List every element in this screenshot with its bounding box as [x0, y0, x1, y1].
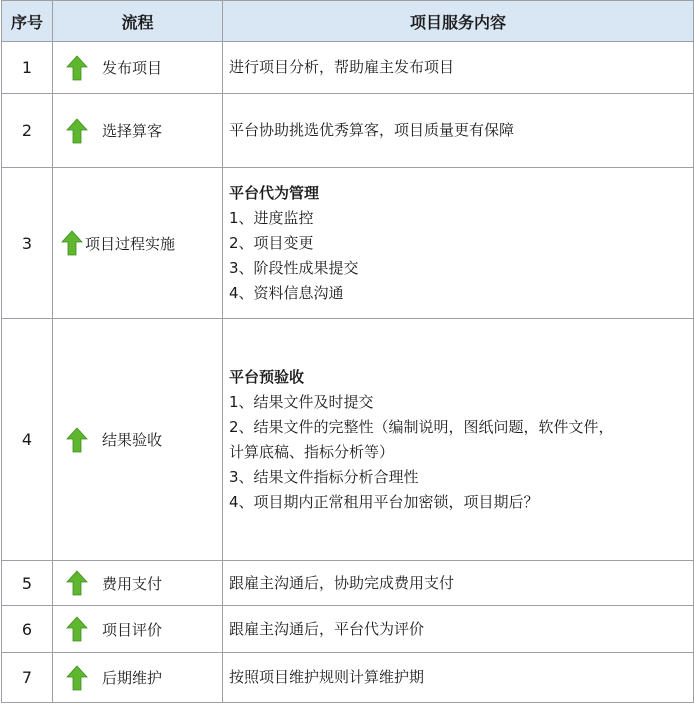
content-line: 1、进度监控	[229, 208, 314, 227]
flow-step-label: 发布项目	[102, 59, 163, 77]
content-line: 2、结果文件的完整性（编制说明，图纸问题，软件文件，	[229, 417, 614, 436]
green-up-arrow-icon	[61, 230, 83, 256]
content-heading: 平台代为管理	[229, 183, 320, 202]
header-row	[2, 1, 694, 42]
green-up-arrow-icon	[66, 616, 88, 642]
content-line: 按照项目维护规则计算维护期	[229, 668, 425, 686]
flow-step-label: 选择算客	[102, 122, 163, 140]
flow-step-label: 项目过程实施	[85, 234, 176, 253]
table-row	[2, 94, 694, 168]
service-process-table	[1, 0, 694, 703]
content-line: 跟雇主沟通后，协助完成费用支付	[229, 573, 455, 592]
content-line: 跟雇主沟通后，平台代为评价	[229, 619, 425, 638]
flow-step-label: 结果验收	[102, 431, 163, 449]
header-flow: 流程	[53, 1, 223, 42]
table-row	[2, 606, 694, 653]
content-line: 4、项目期内正常租用平台加密锁，项目期后？	[229, 492, 539, 511]
content-line: 3、阶段性成果提交	[229, 258, 359, 277]
table-row	[2, 168, 694, 319]
table-row	[2, 561, 694, 606]
content-line: 平台协助挑选优秀算客，项目质量更有保障	[229, 121, 515, 139]
row-num: 6	[2, 606, 53, 653]
green-up-arrow-icon	[66, 427, 88, 453]
row-num: 5	[2, 561, 53, 606]
row-num: 7	[2, 653, 53, 703]
content-line: 2、项目变更	[229, 233, 314, 252]
content-line: 1、结果文件及时提交	[229, 392, 374, 411]
flow-step-label: 后期维护	[102, 669, 163, 687]
content-line: 3、结果文件指标分析合理性	[229, 467, 419, 486]
green-up-arrow-icon	[66, 118, 88, 144]
header-content: 项目服务内容	[223, 1, 694, 42]
header-num: 序号	[2, 1, 53, 42]
content-line: 进行项目分析，帮助雇主发布项目	[229, 58, 455, 76]
green-up-arrow-icon	[66, 665, 88, 691]
flow-step-label: 费用支付	[102, 574, 163, 593]
content-heading: 平台预验收	[229, 367, 305, 386]
content-line: 4、资料信息沟通	[229, 283, 344, 302]
row-num: 2	[2, 94, 53, 168]
content-line: 计算底稿、指标分析等）	[229, 442, 395, 461]
row-num: 1	[2, 42, 53, 94]
table-row	[2, 319, 694, 561]
row-num: 3	[2, 168, 53, 319]
table-row	[2, 42, 694, 94]
flow-step-label: 项目评价	[102, 620, 163, 639]
green-up-arrow-icon	[66, 55, 88, 81]
green-up-arrow-icon	[66, 570, 88, 596]
table-row	[2, 653, 694, 703]
row-num: 4	[2, 319, 53, 561]
